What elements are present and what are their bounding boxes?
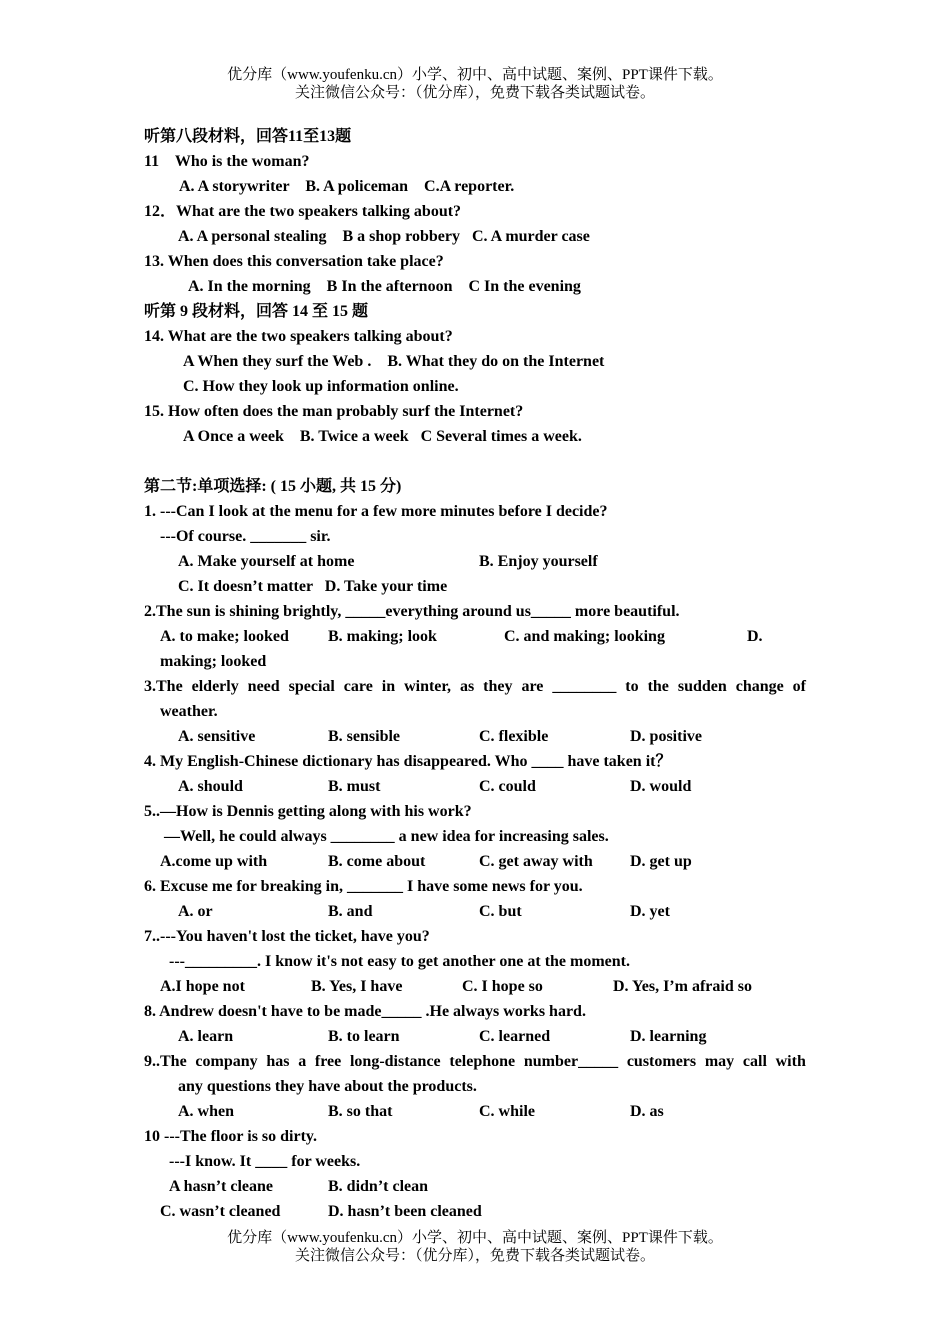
question-4-stem: 4. My English-Chinese dictionary has disappeared. Who ____ have taken it？ — [144, 753, 672, 770]
q9-word: long-distance — [349, 1053, 441, 1070]
q9-word: number_____ — [523, 1053, 619, 1070]
page-header — [0, 66, 950, 102]
page-footer — [0, 1229, 950, 1265]
question-14-options-ab: A When they surf the Web . B. What they do on the Internet — [183, 353, 605, 370]
q5-option-b: B. come about — [328, 853, 426, 870]
question-8-options — [144, 1024, 806, 1049]
q6-option-c: C. but — [479, 903, 522, 920]
q3-option-a: A. sensitive — [178, 728, 256, 745]
question-15-options: A Once a week B. Twice a week C Several times a week. — [183, 428, 582, 445]
question-3-options — [144, 724, 806, 749]
question-1-options-cd: C. It doesn’t matter D. Take your time — [178, 578, 448, 595]
question-10-stem-2: ---I know. It ____ for weeks. — [169, 1153, 361, 1170]
q3-word: care — [343, 678, 373, 695]
q3-option-b: B. sensible — [328, 728, 401, 745]
q3-word: to — [625, 678, 639, 695]
q7-option-b: B. Yes, I have — [311, 978, 403, 995]
q3-word: in — [381, 678, 396, 695]
q8-option-a: A. learn — [178, 1028, 234, 1045]
q5-option-c: C. get away with — [479, 853, 593, 870]
q3-word: the — [647, 678, 669, 695]
section-2-title: 第二节:单项选择: ( 15 小题, 共 15 分) — [144, 478, 402, 495]
q8-option-d: D. learning — [630, 1028, 707, 1045]
q3-option-c: C. flexible — [479, 728, 549, 745]
footer-line-2: 关注微信公众号：（优分库），免费下载各类试题试卷。 — [294, 1248, 655, 1264]
q3-word: change — [735, 678, 784, 695]
section-8-heading: 听第八段材料，回答11至13题 — [144, 128, 352, 145]
q1-option-b: B. Enjoy yourself — [479, 553, 598, 570]
q10-option-d: D. hasn’t been cleaned — [328, 1203, 482, 1220]
header-line-2: 关注微信公众号：（优分库），免费下载各类试题试卷。 — [294, 85, 655, 101]
q1-option-a: A. Make yourself at home — [178, 553, 355, 570]
q7-option-d: D. Yes, I’m afraid so — [613, 978, 752, 995]
q5-option-d: D. get up — [630, 853, 692, 870]
q3-word: sudden — [677, 678, 727, 695]
question-15-stem: 15. How often does the man probably surf the Internet? — [144, 403, 524, 420]
question-7-stem-2: ---_________. I know it's not easy to get another one at the moment. — [169, 953, 630, 970]
q10-option-a: A hasn’t cleane — [169, 1178, 273, 1195]
q9-word: call — [742, 1053, 767, 1070]
q9-word: telephone — [449, 1053, 516, 1070]
question-13-options: A. In the morning B In the afternoon C In the evening — [188, 278, 581, 295]
q3-word: elderly — [191, 678, 239, 695]
q7-option-c: C. I hope so — [462, 978, 543, 995]
question-8-stem: 8. Andrew doesn't have to be made_____ .He always works hard. — [144, 1003, 586, 1020]
q3-word: they — [483, 678, 513, 695]
q3-blank: ________ — [552, 678, 617, 695]
q4-option-d: D. would — [630, 778, 692, 795]
header-line-1: 优分库（www.youfenku.cn）小学、初中、高中试题、案例、PPT课件下载。 — [227, 67, 723, 83]
footer-line-1: 优分库（www.youfenku.cn）小学、初中、高中试题、案例、PPT课件下载。 — [227, 1230, 723, 1246]
q9-word: company — [195, 1053, 258, 1070]
q8-option-c: C. learned — [479, 1028, 551, 1045]
q4-option-c: C. could — [479, 778, 536, 795]
question-10-stem: 10 ---The floor is so dirty. — [144, 1128, 318, 1145]
question-7-options — [144, 974, 806, 999]
q7-option-a: A.I hope not — [160, 978, 245, 995]
q2-option-c: C. and making; looking — [504, 628, 665, 645]
question-10-options-ab — [144, 1174, 806, 1199]
q2-option-b: B. making; look — [328, 628, 437, 645]
q2-option-d-letter: D. — [747, 628, 763, 645]
q9-option-a: A. when — [178, 1103, 235, 1120]
q6-option-b: B. and — [328, 903, 373, 920]
q3-word: 3.The — [144, 678, 183, 695]
question-9-stem — [144, 1049, 806, 1074]
q9-option-b: B. so that — [328, 1103, 393, 1120]
question-11-options: A. A storywriter B. A policeman C.A reporter. — [179, 178, 515, 195]
q10-option-b: B. didn’t clean — [328, 1178, 429, 1195]
question-7-stem: 7..---You haven't lost the ticket, have you? — [144, 928, 430, 945]
q3-word: winter, — [404, 678, 452, 695]
question-4-options — [144, 774, 806, 799]
question-5-stem-2: —Well, he could always ________ a new idea for increasing sales. — [164, 828, 609, 845]
q5-option-a: A.come up with — [160, 853, 268, 870]
q9-option-c: C. while — [479, 1103, 535, 1120]
q2-option-d-text: making; looked — [160, 653, 267, 670]
question-6-options — [144, 899, 806, 924]
q9-word: free — [314, 1053, 342, 1070]
question-6-stem: 6. Excuse me for breaking in, _______ I have some news for you. — [144, 878, 583, 895]
question-5-stem: 5..—How is Dennis getting along with his work? — [144, 803, 472, 820]
exam-content — [144, 124, 806, 1224]
question-9-stem-2: any questions they have about the products. — [178, 1078, 477, 1095]
q3-word: need — [247, 678, 280, 695]
question-12-stem: 12．What are the two speakers talking about? — [144, 203, 462, 220]
q4-option-b: B. must — [328, 778, 381, 795]
q6-option-d: D. yet — [630, 903, 670, 920]
question-14-stem: 14. What are the two speakers talking about? — [144, 328, 453, 345]
q9-word: customers — [626, 1053, 697, 1070]
q10-option-c: C. wasn’t cleaned — [160, 1203, 281, 1220]
q4-option-a: A. should — [178, 778, 243, 795]
q9-word: a — [298, 1053, 307, 1070]
q9-word: with — [775, 1053, 806, 1070]
q3-option-d: D. positive — [630, 728, 702, 745]
q8-option-b: B. to learn — [328, 1028, 400, 1045]
question-3-stem-2: weather. — [160, 703, 218, 720]
question-11-stem: 11 Who is the woman? — [144, 153, 310, 170]
question-1-stem: 1. ---Can I look at the menu for a few more minutes before I decide? — [144, 503, 608, 520]
q3-word: special — [288, 678, 335, 695]
question-1-stem-2: ---Of course. _______ sir. — [160, 528, 331, 545]
q3-word: as — [459, 678, 475, 695]
q9-word: has — [266, 1053, 290, 1070]
question-9-options — [144, 1099, 806, 1124]
question-12-options: A. A personal stealing B a shop robbery C. A murder case — [178, 228, 590, 245]
question-2-options — [144, 624, 806, 649]
q3-word: of — [792, 678, 806, 695]
q2-option-a: A. to make; looked — [160, 628, 289, 645]
q9-word: may — [704, 1053, 735, 1070]
question-2-stem: 2.The sun is shining brightly, _____everything around us_____ more beautiful. — [144, 603, 680, 620]
question-13-stem: 13. When does this conversation take place? — [144, 253, 444, 270]
q9-option-d: D. as — [630, 1103, 664, 1120]
section-9-heading: 听第 9 段材料，回答 14 至 15 题 — [144, 303, 369, 320]
question-5-options — [144, 849, 806, 874]
question-3-stem — [144, 674, 806, 699]
question-14-option-c: C. How they look up information online. — [183, 378, 459, 395]
q9-word: 9..The — [144, 1053, 187, 1070]
q6-option-a: A. or — [178, 903, 213, 920]
question-1-options-ab — [144, 549, 806, 574]
q3-word: are — [521, 678, 544, 695]
question-10-options-cd — [144, 1199, 806, 1224]
